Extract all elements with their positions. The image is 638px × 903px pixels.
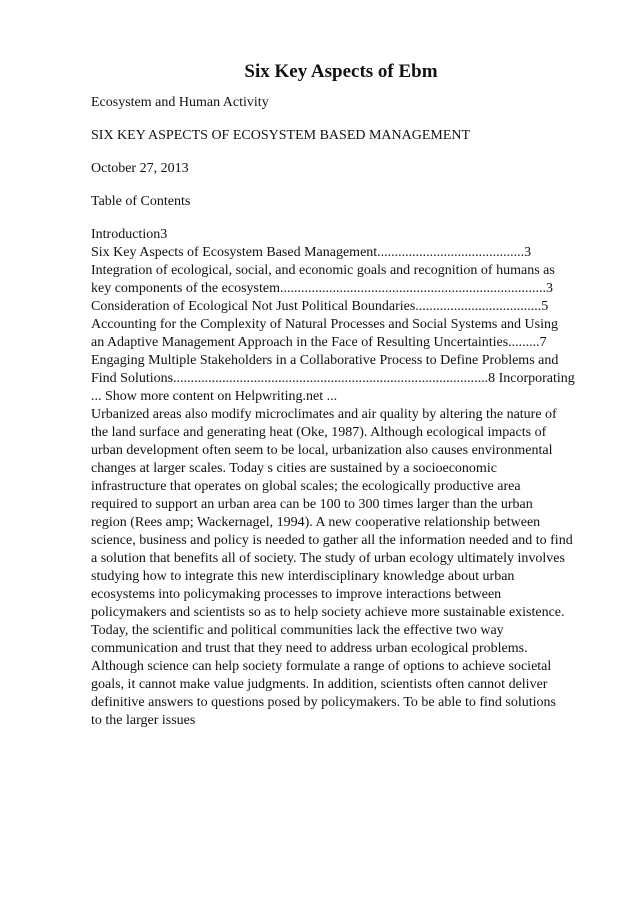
- body-text: [91, 406, 591, 730]
- toc-line: Accounting for the Complexity of Natural Processes and Social Systems and Using: [91, 317, 558, 332]
- body-line: policymakers and scientists so as to help society achieve more sustainable existence.: [91, 605, 565, 620]
- toc-line: Six Key Aspects of Ecosystem Based Management..........................................3: [91, 245, 532, 260]
- toc-line: key components of the ecosystem............................................................................3: [91, 281, 553, 296]
- body-line: region (Rees amp; Wackernagel, 1994). A new cooperative relationship between: [91, 515, 541, 530]
- table-of-contents: [91, 226, 591, 406]
- body-line: studying how to integrate this new interdisciplinary knowledge about urban: [91, 569, 515, 584]
- body-line: ecosystems into policymaking processes to improve interactions between: [91, 587, 502, 602]
- toc-line: Introduction3: [91, 227, 168, 242]
- toc-line: Integration of ecological, social, and economic goals and recognition of humans as: [91, 263, 555, 278]
- toc-line: Engaging Multiple Stakeholders in a Collaborative Process to Define Problems and: [91, 353, 559, 368]
- body-line: the land surface and generating heat (Oke, 1987). Although ecological impacts of: [91, 425, 547, 440]
- body-line: urban development often seem to be local, urbanization also causes environmental: [91, 443, 553, 458]
- body-line: definitive answers to questions posed by policymakers. To be able to find solutions: [91, 695, 556, 710]
- toc-line: Consideration of Ecological Not Just Political Boundaries....................................5: [91, 299, 549, 314]
- toc-heading: Table of Contents: [91, 194, 191, 209]
- body-line: science, business and policy is needed to gather all the information needed and to find: [91, 533, 573, 548]
- document-heading: SIX KEY ASPECTS OF ECOSYSTEM BASED MANAGEMENT: [91, 128, 471, 143]
- toc-line: Find Solutions..........................................................................................8 Incorporating: [91, 371, 575, 386]
- body-line: required to support an urban area can be 100 to 300 times larger than the urban: [91, 497, 533, 512]
- body-line: to the larger issues: [91, 713, 196, 728]
- body-line: goals, it cannot make value judgments. In addition, scientists often cannot deliver: [91, 677, 548, 692]
- document-date: October 27, 2013: [91, 161, 189, 176]
- body-line: changes at larger scales. Today s cities are sustained by a socioeconomic: [91, 461, 497, 476]
- document-title: Six Key Aspects of Ebm: [244, 61, 438, 82]
- document-page: [91, 60, 591, 730]
- toc-line: an Adaptive Management Approach in the Face of Resulting Uncertainties.........7: [91, 335, 547, 350]
- body-line: a solution that benefits all of society. The study of urban ecology ultimately involves: [91, 551, 565, 566]
- document-subtitle: Ecosystem and Human Activity: [91, 95, 269, 110]
- body-line: Urbanized areas also modify microclimates and air quality by altering the nature of: [91, 407, 557, 422]
- body-line: Today, the scientific and political communities lack the effective two way: [91, 623, 504, 638]
- show-more-link[interactable]: ... Show more content on Helpwriting.net ...: [91, 389, 338, 404]
- body-line: Although science can help society formulate a range of options to achieve societal: [91, 659, 552, 674]
- body-line: communication and trust that they need to address urban ecological problems.: [91, 641, 528, 656]
- body-line: infrastructure that operates on global scales; the ecologically productive area: [91, 479, 521, 494]
